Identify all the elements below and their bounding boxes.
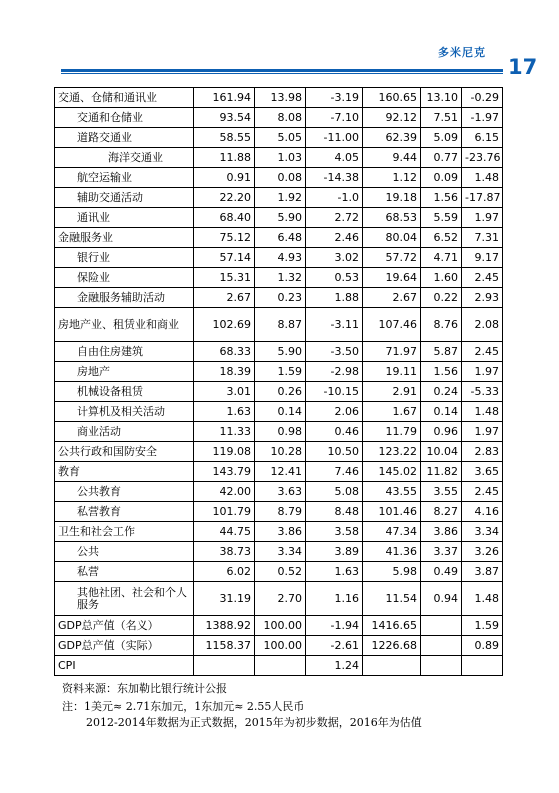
value-cell-c2: 1.59 — [255, 362, 306, 382]
sector-name-cell: 辅助交通活动 — [55, 188, 194, 208]
table-row — [55, 482, 503, 502]
value-cell-c3: 2.72 — [306, 208, 363, 228]
value-cell-c3: 3.89 — [306, 542, 363, 562]
value-cell-c2: 4.93 — [255, 248, 306, 268]
value-cell-c1: 11.33 — [194, 422, 255, 442]
value-cell-c4: 47.34 — [363, 522, 421, 542]
value-cell-c1: 102.69 — [194, 308, 255, 342]
value-cell-c6: 1.48 — [462, 402, 503, 422]
sector-name-cell: 航空运输业 — [55, 168, 194, 188]
sector-name-cell: 私营 — [55, 562, 194, 582]
table-row — [55, 228, 503, 248]
value-cell-c1: 58.55 — [194, 128, 255, 148]
value-cell-c5: 5.59 — [421, 208, 462, 228]
value-cell-c6: 2.08 — [462, 308, 503, 342]
table-row — [55, 502, 503, 522]
value-cell-c4: 1416.65 — [363, 616, 421, 636]
value-cell-c4: 43.55 — [363, 482, 421, 502]
value-cell-c3: -3.50 — [306, 342, 363, 362]
value-cell-c1: 44.75 — [194, 522, 255, 542]
value-cell-c4: 160.65 — [363, 88, 421, 108]
sector-name-cell: 计算机及相关活动 — [55, 402, 194, 422]
value-cell-c2: 3.63 — [255, 482, 306, 502]
page-number: 17 — [508, 55, 538, 79]
value-cell-c6: 4.16 — [462, 502, 503, 522]
table-row — [55, 542, 503, 562]
value-cell-c2: 3.86 — [255, 522, 306, 542]
value-cell-c5: 5.87 — [421, 342, 462, 362]
value-cell-c6: 3.26 — [462, 542, 503, 562]
value-cell-c6: 6.15 — [462, 128, 503, 148]
value-cell-c1 — [194, 656, 255, 676]
value-cell-c1: 143.79 — [194, 462, 255, 482]
value-cell-c1: 15.31 — [194, 268, 255, 288]
value-cell-c4: 11.79 — [363, 422, 421, 442]
value-cell-c5: 3.55 — [421, 482, 462, 502]
value-cell-c5: 8.76 — [421, 308, 462, 342]
value-cell-c1: 6.02 — [194, 562, 255, 582]
table-row — [55, 562, 503, 582]
value-cell-c5: 6.52 — [421, 228, 462, 248]
table-row — [55, 616, 503, 636]
value-cell-c1: 68.40 — [194, 208, 255, 228]
sector-name-cell: 商业活动 — [55, 422, 194, 442]
value-cell-c4: 145.02 — [363, 462, 421, 482]
value-cell-c6: -23.76 — [462, 148, 503, 168]
table-row — [55, 462, 503, 482]
value-cell-c4: 41.36 — [363, 542, 421, 562]
sector-name-cell: 通讯业 — [55, 208, 194, 228]
sector-name-cell: 私营教育 — [55, 502, 194, 522]
sector-name-cell: 教育 — [55, 462, 194, 482]
value-cell-c5: 5.09 — [421, 128, 462, 148]
value-cell-c2: 1.92 — [255, 188, 306, 208]
table-row — [55, 188, 503, 208]
table-row — [55, 208, 503, 228]
value-cell-c6: 1.48 — [462, 168, 503, 188]
value-cell-c4: 2.91 — [363, 382, 421, 402]
sector-name-cell: 交通、仓储和通讯业 — [55, 88, 194, 108]
exchange-rate-note: 注：1美元≈ 2.71东加元，1东加元≈ 2.55人民币 — [62, 700, 305, 713]
value-cell-c6: 7.31 — [462, 228, 503, 248]
header-rule — [61, 69, 503, 72]
table-row — [55, 168, 503, 188]
value-cell-c5: 11.82 — [421, 462, 462, 482]
table-row — [55, 248, 503, 268]
sector-name-cell: CPI — [55, 656, 194, 676]
value-cell-c4: 11.54 — [363, 582, 421, 616]
value-cell-c4: 1226.68 — [363, 636, 421, 656]
table-row — [55, 288, 503, 308]
table-row — [55, 422, 503, 442]
value-cell-c3: 0.53 — [306, 268, 363, 288]
value-cell-c4: 80.04 — [363, 228, 421, 248]
sector-name-cell: 机械设备租赁 — [55, 382, 194, 402]
value-cell-c5: 1.56 — [421, 188, 462, 208]
value-cell-c6: 1.97 — [462, 362, 503, 382]
value-cell-c3: 0.46 — [306, 422, 363, 442]
value-cell-c3: -10.15 — [306, 382, 363, 402]
sector-name-cell: 自由住房建筑 — [55, 342, 194, 362]
value-cell-c3: -1.0 — [306, 188, 363, 208]
value-cell-c5 — [421, 636, 462, 656]
value-cell-c3: 7.46 — [306, 462, 363, 482]
value-cell-c5: 0.94 — [421, 582, 462, 616]
value-cell-c2: 0.26 — [255, 382, 306, 402]
value-cell-c5 — [421, 616, 462, 636]
value-cell-c1: 1158.37 — [194, 636, 255, 656]
value-cell-c3: -2.61 — [306, 636, 363, 656]
value-cell-c1: 22.20 — [194, 188, 255, 208]
value-cell-c4: 1.67 — [363, 402, 421, 422]
country-header: 多米尼克 — [438, 46, 486, 59]
value-cell-c6: 1.97 — [462, 208, 503, 228]
value-cell-c2: 8.79 — [255, 502, 306, 522]
value-cell-c6: 2.45 — [462, 342, 503, 362]
value-cell-c5: 4.71 — [421, 248, 462, 268]
table-row — [55, 382, 503, 402]
value-cell-c1: 75.12 — [194, 228, 255, 248]
value-cell-c4: 19.64 — [363, 268, 421, 288]
sector-name-cell: 其他社团、社会和个人服务 — [55, 582, 194, 616]
value-cell-c5: 0.77 — [421, 148, 462, 168]
value-cell-c4: 57.72 — [363, 248, 421, 268]
value-cell-c5: 0.49 — [421, 562, 462, 582]
value-cell-c2: 8.87 — [255, 308, 306, 342]
table-row — [55, 522, 503, 542]
value-cell-c3: 1.16 — [306, 582, 363, 616]
value-cell-c1: 1388.92 — [194, 616, 255, 636]
value-cell-c6: -1.97 — [462, 108, 503, 128]
sector-name-cell: GDP总产值（实际） — [55, 636, 194, 656]
value-cell-c5: 0.96 — [421, 422, 462, 442]
value-cell-c2: 0.98 — [255, 422, 306, 442]
sector-name-cell: 保险业 — [55, 268, 194, 288]
value-cell-c3: 5.08 — [306, 482, 363, 502]
value-cell-c2: 3.34 — [255, 542, 306, 562]
table-row — [55, 148, 503, 168]
value-cell-c5: 3.86 — [421, 522, 462, 542]
value-cell-c5: 8.27 — [421, 502, 462, 522]
value-cell-c5 — [421, 656, 462, 676]
value-cell-c2 — [255, 656, 306, 676]
value-cell-c1: 11.88 — [194, 148, 255, 168]
value-cell-c6 — [462, 656, 503, 676]
gdp-by-sector-table — [54, 87, 503, 676]
table-row — [55, 442, 503, 462]
value-cell-c4: 71.97 — [363, 342, 421, 362]
value-cell-c3: -1.94 — [306, 616, 363, 636]
value-cell-c5: 1.60 — [421, 268, 462, 288]
value-cell-c5: 3.37 — [421, 542, 462, 562]
sector-name-cell: 公共 — [55, 542, 194, 562]
sector-name-cell: 海洋交通业 — [55, 148, 194, 168]
table-body — [55, 88, 503, 676]
value-cell-c5: 13.10 — [421, 88, 462, 108]
value-cell-c3: 1.63 — [306, 562, 363, 582]
value-cell-c3: 8.48 — [306, 502, 363, 522]
value-cell-c6: -0.29 — [462, 88, 503, 108]
value-cell-c6: 3.65 — [462, 462, 503, 482]
value-cell-c6: 3.34 — [462, 522, 503, 542]
value-cell-c4: 101.46 — [363, 502, 421, 522]
sector-name-cell: 房地产业、租赁业和商业 — [55, 308, 194, 342]
value-cell-c2: 6.48 — [255, 228, 306, 248]
value-cell-c3: -3.19 — [306, 88, 363, 108]
value-cell-c6: 1.59 — [462, 616, 503, 636]
value-cell-c3: 4.05 — [306, 148, 363, 168]
value-cell-c2: 0.52 — [255, 562, 306, 582]
value-cell-c6: -17.87 — [462, 188, 503, 208]
value-cell-c1: 38.73 — [194, 542, 255, 562]
value-cell-c1: 57.14 — [194, 248, 255, 268]
value-cell-c3: 2.46 — [306, 228, 363, 248]
value-cell-c6: 2.45 — [462, 482, 503, 502]
value-cell-c5: 0.14 — [421, 402, 462, 422]
value-cell-c6: 9.17 — [462, 248, 503, 268]
value-cell-c2: 100.00 — [255, 616, 306, 636]
value-cell-c5: 0.22 — [421, 288, 462, 308]
value-cell-c3: -2.98 — [306, 362, 363, 382]
value-cell-c4: 19.11 — [363, 362, 421, 382]
value-cell-c2: 1.03 — [255, 148, 306, 168]
value-cell-c4: 5.98 — [363, 562, 421, 582]
value-cell-c1: 101.79 — [194, 502, 255, 522]
value-cell-c4: 92.12 — [363, 108, 421, 128]
value-cell-c5: 10.04 — [421, 442, 462, 462]
value-cell-c2: 100.00 — [255, 636, 306, 656]
sector-name-cell: 卫生和社会工作 — [55, 522, 194, 542]
value-cell-c4: 123.22 — [363, 442, 421, 462]
value-cell-c3: -11.00 — [306, 128, 363, 148]
value-cell-c2: 10.28 — [255, 442, 306, 462]
sector-name-cell: 金融服务辅助活动 — [55, 288, 194, 308]
value-cell-c6: 1.48 — [462, 582, 503, 616]
value-cell-c5: 0.09 — [421, 168, 462, 188]
table-row — [55, 582, 503, 616]
value-cell-c3: 3.58 — [306, 522, 363, 542]
sector-name-cell: 房地产 — [55, 362, 194, 382]
value-cell-c6: -5.33 — [462, 382, 503, 402]
table-row — [55, 656, 503, 676]
value-cell-c3: -7.10 — [306, 108, 363, 128]
value-cell-c5: 7.51 — [421, 108, 462, 128]
table-row — [55, 108, 503, 128]
value-cell-c2: 0.08 — [255, 168, 306, 188]
value-cell-c5: 1.56 — [421, 362, 462, 382]
table-row — [55, 636, 503, 656]
value-cell-c2: 5.05 — [255, 128, 306, 148]
table-row — [55, 362, 503, 382]
value-cell-c2: 8.08 — [255, 108, 306, 128]
table-row — [55, 342, 503, 362]
value-cell-c2: 1.32 — [255, 268, 306, 288]
value-cell-c4: 2.67 — [363, 288, 421, 308]
value-cell-c1: 161.94 — [194, 88, 255, 108]
value-cell-c1: 42.00 — [194, 482, 255, 502]
value-cell-c4: 62.39 — [363, 128, 421, 148]
value-cell-c4: 107.46 — [363, 308, 421, 342]
value-cell-c6: 2.83 — [462, 442, 503, 462]
value-cell-c1: 1.63 — [194, 402, 255, 422]
header-rule-thin — [61, 73, 503, 74]
value-cell-c5: 0.24 — [421, 382, 462, 402]
table-row — [55, 402, 503, 422]
value-cell-c3: 10.50 — [306, 442, 363, 462]
value-cell-c1: 93.54 — [194, 108, 255, 128]
table-row — [55, 268, 503, 288]
value-cell-c6: 2.93 — [462, 288, 503, 308]
value-cell-c1: 3.01 — [194, 382, 255, 402]
value-cell-c2: 13.98 — [255, 88, 306, 108]
sector-name-cell: 公共教育 — [55, 482, 194, 502]
value-cell-c6: 0.89 — [462, 636, 503, 656]
sector-name-cell: 公共行政和国防安全 — [55, 442, 194, 462]
value-cell-c4: 19.18 — [363, 188, 421, 208]
source-note: 资料来源：东加勒比银行统计公报 — [62, 682, 227, 695]
table-row — [55, 308, 503, 342]
sector-name-cell: 交通和仓储业 — [55, 108, 194, 128]
sector-name-cell: 银行业 — [55, 248, 194, 268]
value-cell-c1: 18.39 — [194, 362, 255, 382]
value-cell-c1: 31.19 — [194, 582, 255, 616]
value-cell-c6: 3.87 — [462, 562, 503, 582]
value-cell-c3: -14.38 — [306, 168, 363, 188]
value-cell-c1: 68.33 — [194, 342, 255, 362]
value-cell-c2: 0.23 — [255, 288, 306, 308]
value-cell-c2: 5.90 — [255, 208, 306, 228]
value-cell-c4: 1.12 — [363, 168, 421, 188]
value-cell-c1: 2.67 — [194, 288, 255, 308]
value-cell-c2: 0.14 — [255, 402, 306, 422]
value-cell-c4: 9.44 — [363, 148, 421, 168]
sector-name-cell: GDP总产值（名义） — [55, 616, 194, 636]
value-cell-c1: 0.91 — [194, 168, 255, 188]
value-cell-c3: -3.11 — [306, 308, 363, 342]
data-status-note: 2012-2014年数据为正式数据，2015年为初步数据，2016年为估值 — [86, 716, 422, 729]
value-cell-c3: 1.88 — [306, 288, 363, 308]
value-cell-c6: 1.97 — [462, 422, 503, 442]
value-cell-c3: 2.06 — [306, 402, 363, 422]
value-cell-c2: 2.70 — [255, 582, 306, 616]
sector-name-cell: 道路交通业 — [55, 128, 194, 148]
value-cell-c6: 2.45 — [462, 268, 503, 288]
value-cell-c4: 68.53 — [363, 208, 421, 228]
value-cell-c2: 12.41 — [255, 462, 306, 482]
table-row — [55, 128, 503, 148]
value-cell-c4 — [363, 656, 421, 676]
value-cell-c3: 1.24 — [306, 656, 363, 676]
table-row — [55, 88, 503, 108]
value-cell-c3: 3.02 — [306, 248, 363, 268]
value-cell-c2: 5.90 — [255, 342, 306, 362]
value-cell-c1: 119.08 — [194, 442, 255, 462]
sector-name-cell: 金融服务业 — [55, 228, 194, 248]
